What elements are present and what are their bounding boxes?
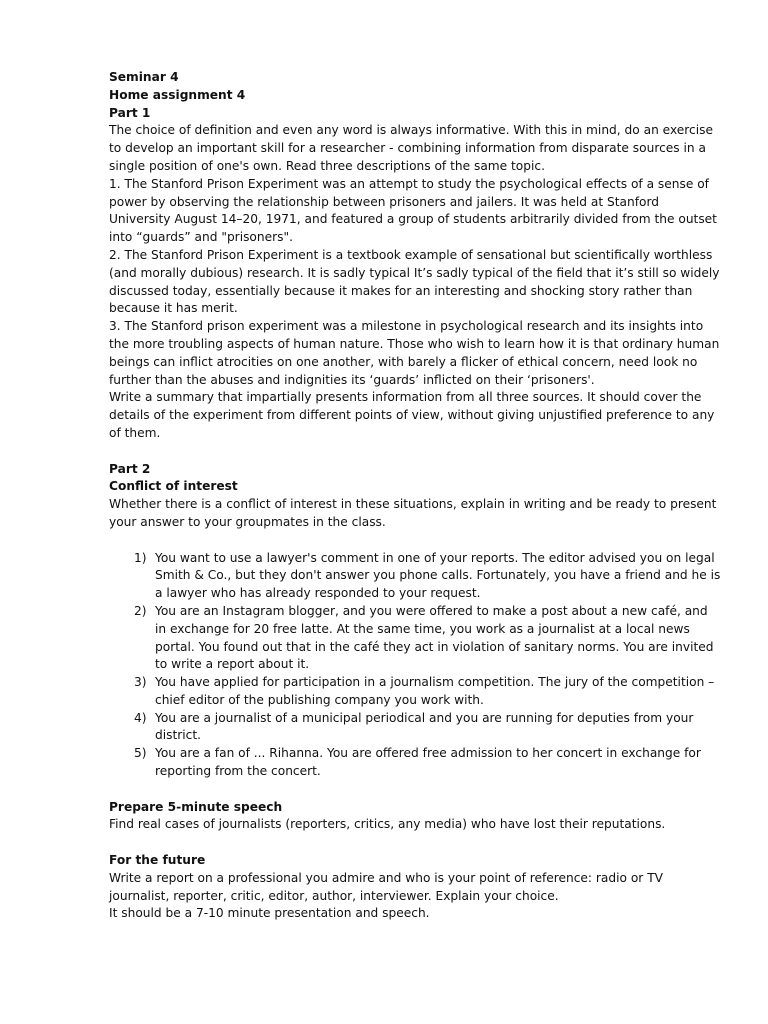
description-1: 1. The Stanford Prison Experiment was an attempt to study the psychological effects of a sense of power by observing the relationship between prisoners and jailers. It was held at Stanford University August 14–20, 1971, and featured a group of students arbitrarily divided from the outset into “guards” and "prisoners". [109,176,717,245]
spacer [109,781,721,799]
spacer [109,443,721,461]
future-text: Write a report on a professional you admire and who is your point of reference: radio or TV journalist, reporter, critic, editor, author, interviewer. Explain your choice. [109,870,663,903]
list-number: 3) [134,675,147,690]
list-item [109,603,721,674]
speech-heading: Prepare 5-minute speech [109,799,283,814]
description-3: 3. The Stanford prison experiment was a milestone in psychological research and its insights into the more troubling aspects of human nature. Those who wish to learn how it is that ordinary human beings can inflict atrocities on one another, with barely a flicker of ethical concern, need look no further than the abuses and indignities its ‘guards’ inflicted on their ‘prisoners'. [109,319,720,387]
list-number: 1) [134,550,147,565]
spacer [109,834,721,852]
situations-list [109,550,721,781]
list-item [109,550,721,603]
list-item [109,745,721,781]
list-text: You have applied for participation in a journalism competition. The jury of the competition – chief editor of the publishing company you work with. [155,675,715,707]
list-number: 2) [134,603,147,618]
list-text: You want to use a lawyer's comment in one of your reports. The editor advised you on legal Smith & Co., but they don't answer you phone calls. Fortunately, you have a friend and he is a lawyer who has already responded to your request. [155,550,721,601]
future-duration: It should be a 7-10 minute presentation and speech. [109,906,430,921]
description-2: 2. The Stanford Prison Experiment is a textbook example of sensational but scientifically worthless (and morally dubious) research. It is sadly typical It’s sadly typical of the field that it’s still so widely discussed today, essentially because it makes for an interesting and shocking story rather than because it has merit. [109,247,720,316]
spacer [109,532,721,550]
part1-intro: The choice of definition and even any word is always informative. With this in mind, do an exercise to develop an important skill for a researcher - combining information from disparate sources in a single position of one's own. Read three descriptions of the same topic. [109,123,713,173]
list-number: 4) [134,710,147,725]
list-text: You are a fan of ... Rihanna. You are offered free admission to her concert in exchange for reporting from the concert. [155,746,701,779]
document-page [109,69,721,923]
seminar-title: Seminar 4 [109,70,179,84]
list-number: 5) [134,746,147,761]
part1-task: Write a summary that impartially presents information from all three sources. It should cover the details of the experiment from different points of view, without giving unjustified preference to any of them. [109,390,715,440]
list-text: You are an Instagram blogger, and you were offered to make a post about a new café, and in exchange for 20 free latte. At the same time, you work as a journalist at a local news portal. You found out that in the café they act in violation of sanitary norms. You are invited to write a report about it. [155,603,714,672]
part2-heading: Part 2 [109,461,151,476]
part1-heading: Part 1 [109,105,151,120]
conflict-heading: Conflict of interest [109,479,238,494]
assignment-title: Home assignment 4 [109,87,246,102]
list-item [109,710,721,746]
speech-text: Find real cases of journalists (reporters, critics, any media) who have lost their reputations. [109,817,666,832]
future-heading: For the future [109,853,206,868]
list-item [109,674,721,710]
part2-intro: Whether there is a conflict of interest in these situations, explain in writing and be ready to present your answer to your groupmates in the class. [109,497,717,529]
list-text: You are a journalist of a municipal periodical and you are running for deputies from your district. [155,710,694,743]
